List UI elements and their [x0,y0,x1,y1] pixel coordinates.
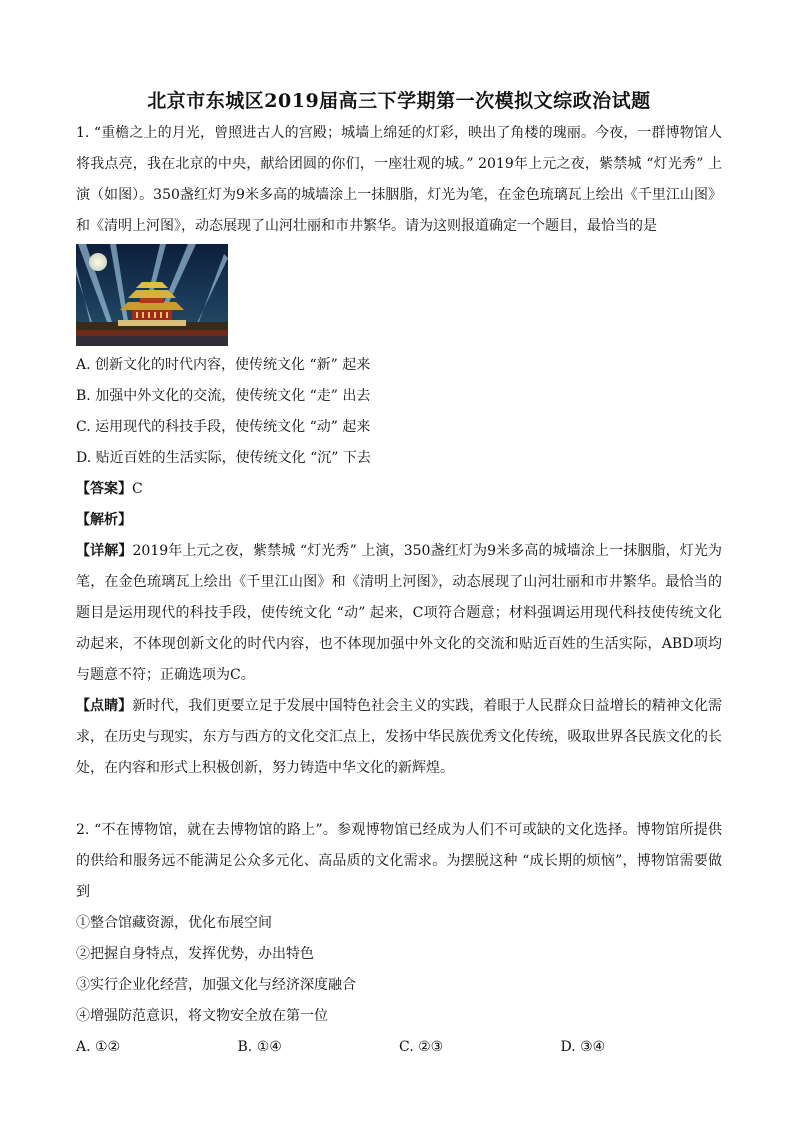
question-2-item-1: ①整合馆藏资源，优化布展空间 [76,915,272,931]
question-2-option-d: D. ③④ [560,1039,606,1055]
question-1-stem: 1. “重檐之上的月光，曾照进古人的宫殿；城墙上绵延的灯彩，映出了角楼的瑰丽。今夜，一群博物馆人将我点亮，我在北京的中央，献给团圆的你们，一座壮观的城。” 2019年上元之夜，紫禁城 “灯光秀” 上演（如图）。350盏红灯为9米多高的城墙涂上一抹胭脂，灯光为笔，在金色琉璃瓦上绘出《千里江山图》和《清明上河图》，动态展现了山河壮丽和市井繁华。请为这则报道确定一个题目，最恰当的是 [76,125,722,234]
question-2-item-2: ②把握自身特点，发挥优势，办出特色 [76,946,314,962]
document-title: 北京市东城区2019届高三下学期第一次模拟文综政治试题 [147,90,651,112]
question-2 [76,815,722,1063]
detail-text: 2019年上元之夜，紫禁城 “灯光秀” 上演，350盏红灯为9米多高的城墙涂上一抹胭脂，灯光为笔，在金色琉璃瓦上绘出《千里江山图》和《清明上河图》，动态展现了山河壮丽和市井繁华。最恰当的题目是运用现代的科技手段，使传统文化 “动” 起来，C项符合题意；材料强调运用现代科技使传统文化动起来，不体现创新文化的时代内容，也不体现加强中外文化的交流和贴近百姓的生活实际，ABD项均与题意不符；正确选项为C。 [76,543,723,683]
answer-value: C [132,481,143,497]
question-2-stem: 2. “不在博物馆，就在去博物馆的路上”。参观博物馆已经成为人们不可或缺的文化选择。博物馆所提供的供给和服务远不能满足公众多元化、高品质的文化需求。为摆脱这种 “成长期的烦恼”，博物馆需要做到 [76,822,722,900]
question-2-option-b: B. ①④ [237,1039,282,1055]
question-2-options [76,1032,722,1063]
question-1 [76,118,722,784]
question-1-option-b: B. 加强中外文化的交流，使传统文化 “走” 出去 [76,388,371,404]
question-1-option-c: C. 运用现代的科技手段，使传统文化 “动” 起来 [76,419,371,435]
question-2-item-3: ③实行企业化经营，加强文化与经济深度融合 [76,977,356,993]
tip-label: 【点睛】 [76,698,133,714]
tip-paragraph [76,691,722,784]
question-1-option-a: A. 创新文化的时代内容，使传统文化 “新” 起来 [76,357,371,373]
analysis-label: 【解析】 [76,512,132,528]
answer-line [76,474,722,505]
detail-label: 【详解】 [76,543,133,559]
question-1-option-d: D. 贴近百姓的生活实际，使传统文化 “沉” 下去 [76,450,371,466]
question-2-option-a: A. ①② [76,1039,121,1055]
answer-label: 【答案】 [76,481,132,497]
question-2-item-4: ④增强防范意识，将文物安全放在第一位 [76,1008,328,1024]
tip-text: 新时代，我们更要立足于发展中国特色社会主义的实践，着眼于人民群众日益增长的精神文化需求，在历史与现实，东方与西方的文化交汇点上，发扬中华民族优秀文化传统，吸取世界各民族文化的长处，在内容和形式上积极创新，努力铸造中华文化的新辉煌。 [76,698,723,776]
detail-paragraph [76,536,722,691]
question-2-option-c: C. ②③ [399,1039,444,1055]
forbidden-city-light-show-photo [76,244,228,346]
